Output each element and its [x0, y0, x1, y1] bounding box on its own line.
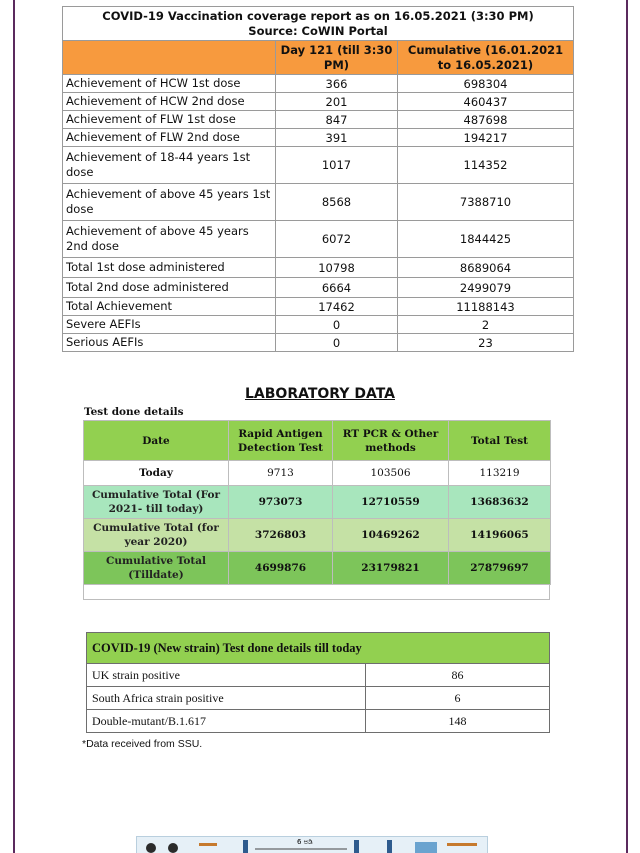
lab-row-rtpcr: 10469262	[333, 519, 449, 552]
row-cumulative-value: 11188143	[398, 298, 574, 316]
row-label: Achievement of above 45 years 1st dose	[63, 184, 276, 221]
lab-header-total: Total Test	[449, 421, 551, 461]
distance-label: 6 ಅಡಿ	[297, 838, 313, 846]
row-day-value: 0	[276, 334, 398, 352]
vaccination-row	[63, 298, 574, 316]
strain-value: 148	[366, 710, 550, 733]
lab-row-total: 27879697	[449, 552, 551, 585]
vaccination-row	[63, 184, 574, 221]
row-cumulative-value: 7388710	[398, 184, 574, 221]
row-cumulative-value: 487698	[398, 111, 574, 129]
row-label: Achievement of FLW 2nd dose	[63, 129, 276, 147]
header-day: Day 121 (till 3:30 PM)	[276, 41, 398, 75]
header-blank-cell	[63, 41, 276, 75]
row-day-value: 10798	[276, 258, 398, 278]
lab-row	[84, 519, 551, 552]
page-border-right	[626, 0, 628, 853]
lab-row-rapid: 3726803	[229, 519, 333, 552]
row-cumulative-value: 2499079	[398, 278, 574, 298]
vaccination-row	[63, 258, 574, 278]
handwash-icon	[415, 842, 437, 853]
row-day-value: 8568	[276, 184, 398, 221]
row-day-value: 6664	[276, 278, 398, 298]
header-cumulative: Cumulative (16.01.2021 to 16.05.2021)	[398, 41, 574, 75]
lab-header-rapid: Rapid Antigen Detection Test	[229, 421, 333, 461]
row-label: Achievement of 18-44 years 1st dose	[63, 147, 276, 184]
laboratory-table	[83, 420, 551, 585]
lab-row-date: Cumulative Total (For 2021- till today)	[84, 486, 229, 519]
row-day-value: 1017	[276, 147, 398, 184]
lab-row	[84, 461, 551, 486]
vaccination-row	[63, 93, 574, 111]
strain-table	[86, 632, 550, 733]
row-label: Achievement of FLW 1st dose	[63, 111, 276, 129]
vaccination-row	[63, 221, 574, 258]
row-label: Achievement of HCW 2nd dose	[63, 93, 276, 111]
vaccination-row	[63, 147, 574, 184]
laboratory-title: LABORATORY DATA	[244, 386, 395, 402]
row-day-value: 6072	[276, 221, 398, 258]
row-cumulative-value: 460437	[398, 93, 574, 111]
row-day-value: 17462	[276, 298, 398, 316]
strain-title: COVID-19 (New strain) Test done details till today	[87, 633, 550, 664]
vaccination-row	[63, 111, 574, 129]
lab-row-rtpcr: 23179821	[333, 552, 449, 585]
strain-label: South Africa strain positive	[87, 687, 366, 710]
caption-mark	[199, 843, 217, 846]
lab-row-total: 13683632	[449, 486, 551, 519]
lab-row-rapid: 9713	[229, 461, 333, 486]
strain-row	[87, 687, 550, 710]
row-day-value: 391	[276, 129, 398, 147]
lab-row	[84, 486, 551, 519]
vaccination-title-line1: COVID-19 Vaccination coverage report as on 16.05.2021 (3:30 PM)	[102, 9, 534, 23]
caption-mark	[447, 843, 477, 846]
person-icon	[243, 840, 248, 853]
strain-value: 86	[366, 664, 550, 687]
vaccination-row	[63, 316, 574, 334]
person-icon	[354, 840, 359, 853]
strain-row	[87, 710, 550, 733]
row-day-value: 366	[276, 75, 398, 93]
person-icon	[387, 840, 392, 853]
row-label: Serious AEFIs	[63, 334, 276, 352]
vaccination-row	[63, 75, 574, 93]
masked-face-icon	[168, 843, 178, 853]
lab-table-footer	[83, 584, 550, 600]
lab-row-rtpcr: 12710559	[333, 486, 449, 519]
row-day-value: 201	[276, 93, 398, 111]
lab-header-rtpcr: RT PCR & Other methods	[333, 421, 449, 461]
row-label: Total 2nd dose administered	[63, 278, 276, 298]
row-label: Total Achievement	[63, 298, 276, 316]
row-cumulative-value: 114352	[398, 147, 574, 184]
row-label: Severe AEFIs	[63, 316, 276, 334]
row-label: Total 1st dose administered	[63, 258, 276, 278]
lab-header-date: Date	[84, 421, 229, 461]
lab-row-date: Cumulative Total (for year 2020)	[84, 519, 229, 552]
row-cumulative-value: 8689064	[398, 258, 574, 278]
vaccination-table	[62, 6, 574, 352]
row-cumulative-value: 1844425	[398, 221, 574, 258]
lab-row	[84, 552, 551, 585]
strain-label: UK strain positive	[87, 664, 366, 687]
row-label: Achievement of above 45 years 2nd dose	[63, 221, 276, 258]
row-label: Achievement of HCW 1st dose	[63, 75, 276, 93]
lab-row-rapid: 973073	[229, 486, 333, 519]
strain-row	[87, 664, 550, 687]
vaccination-source: Source: CoWIN Portal	[248, 24, 388, 38]
test-done-caption: Test done details	[84, 406, 184, 418]
lab-row-date: Cumulative Total (Tilldate)	[84, 552, 229, 585]
vaccination-title	[63, 7, 574, 41]
strain-value: 6	[366, 687, 550, 710]
page-border-left	[13, 0, 15, 853]
lab-row-total: 113219	[449, 461, 551, 486]
lab-row-date: Today	[84, 461, 229, 486]
vaccination-row	[63, 334, 574, 352]
vaccination-row	[63, 129, 574, 147]
lab-row-total: 14196065	[449, 519, 551, 552]
row-cumulative-value: 194217	[398, 129, 574, 147]
lab-row-rapid: 4699876	[229, 552, 333, 585]
strain-label: Double-mutant/B.1.617	[87, 710, 366, 733]
row-day-value: 847	[276, 111, 398, 129]
row-cumulative-value: 23	[398, 334, 574, 352]
distancing-banner	[136, 836, 488, 853]
masked-face-icon	[146, 843, 156, 853]
row-day-value: 0	[276, 316, 398, 334]
row-cumulative-value: 698304	[398, 75, 574, 93]
row-cumulative-value: 2	[398, 316, 574, 334]
lab-row-rtpcr: 103506	[333, 461, 449, 486]
data-source-note: *Data received from SSU.	[82, 738, 203, 750]
vaccination-row	[63, 278, 574, 298]
